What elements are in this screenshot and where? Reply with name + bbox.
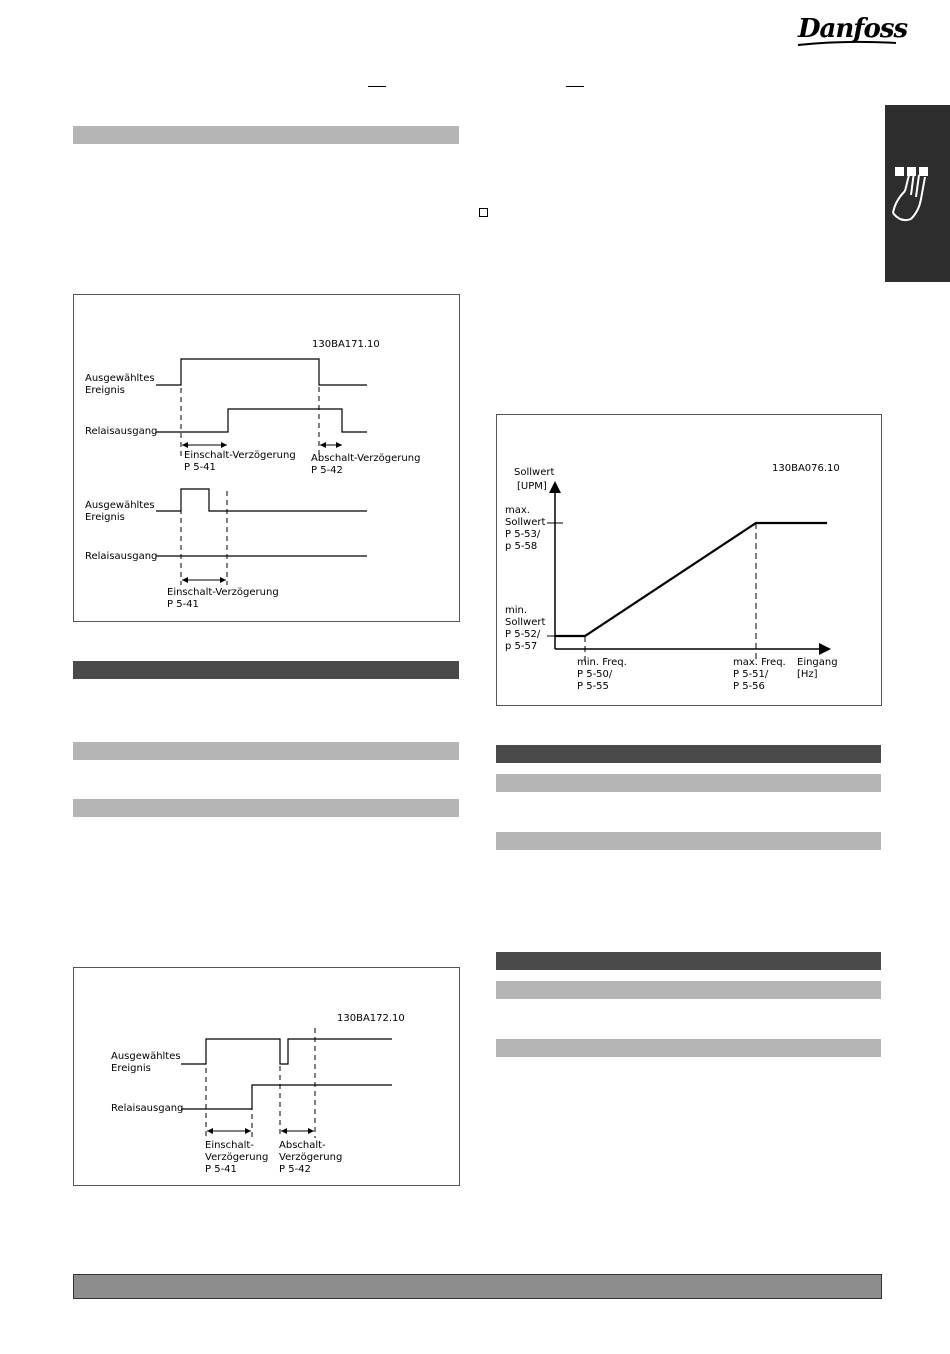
y-axis-arrow — [549, 481, 561, 493]
checkbox-icon[interactable] — [479, 208, 488, 217]
event-label: Ereignis — [111, 1063, 151, 1074]
y-axis-title: Sollwert — [514, 467, 555, 478]
min-freq-label: min. Freq. — [577, 657, 627, 668]
section-bar — [496, 981, 881, 999]
event-signal-trace — [181, 1039, 392, 1064]
relay-signal-trace — [181, 1085, 392, 1109]
relay-label: Relaisausgang — [111, 1103, 184, 1114]
x-axis-title: [Hz] — [797, 669, 818, 680]
min-ref-label: min. — [505, 605, 528, 616]
off-delay-param: P 5-42 — [279, 1164, 311, 1175]
off-delay-label: Verzögerung — [279, 1152, 343, 1163]
relay-label-2: Relaisausgang — [85, 551, 158, 562]
off-delay-param: P 5-42 — [311, 465, 343, 476]
reference-scaling-chart — [496, 414, 882, 706]
diagram-code: 130BA076.10 — [772, 463, 840, 474]
on-delay-label: Einschalt-Verzögerung — [184, 450, 296, 461]
header-dash — [566, 86, 584, 87]
section-bar-dark — [496, 745, 881, 763]
relay-label: Relaisausgang — [85, 426, 158, 437]
max-ref-label: max. — [505, 505, 530, 516]
max-freq-label: max. Freq. — [733, 657, 786, 668]
section-bar — [496, 832, 881, 850]
event-label: Ausgewähltes — [111, 1051, 181, 1062]
chapter-side-tab — [885, 105, 950, 282]
max-freq-label: P 5-51/ — [733, 669, 769, 680]
x-axis-arrow — [819, 643, 831, 655]
min-ref-label: P 5-52/ — [505, 629, 541, 640]
on-delay-label: Einschalt- — [205, 1140, 254, 1151]
on-delay-label-2: Einschalt-Verzögerung — [167, 587, 279, 598]
min-freq-label: P 5-50/ — [577, 669, 613, 680]
section-bar — [496, 1039, 881, 1057]
diagram-code: 130BA171.10 — [312, 339, 380, 350]
header-dash — [368, 86, 386, 87]
section-bar-dark — [496, 952, 881, 970]
min-freq-label: P 5-55 — [577, 681, 609, 692]
on-delay-param: P 5-41 — [184, 462, 216, 473]
event-label: Ausgewähltes — [85, 373, 155, 384]
diagram-code: 130BA172.10 — [337, 1013, 405, 1024]
footer-bar — [73, 1274, 882, 1299]
max-ref-label: Sollwert — [505, 517, 546, 528]
event-label-2: Ereignis — [85, 512, 125, 523]
event-signal-trace — [156, 359, 367, 385]
x-axis-title: Eingang — [797, 657, 838, 668]
max-ref-label: P 5-53/ — [505, 529, 541, 540]
on-delay-label: Verzögerung — [205, 1152, 269, 1163]
max-freq-label: P 5-56 — [733, 681, 765, 692]
off-delay-label: Abschalt- — [279, 1140, 326, 1151]
event-label: Ereignis — [85, 385, 125, 396]
section-bar — [73, 742, 459, 760]
hand-pointer-icon — [885, 105, 950, 282]
min-ref-label: p 5-57 — [505, 641, 538, 652]
section-bar-dark — [73, 661, 459, 679]
series-line — [555, 523, 827, 636]
relay-signal-trace — [156, 409, 367, 432]
on-delay-param: P 5-41 — [205, 1164, 237, 1175]
logo-underline — [796, 40, 900, 48]
event-signal-trace-2 — [156, 489, 367, 511]
y-axis-title: [UPM] — [517, 481, 547, 492]
danfoss-logo: Danfoss — [798, 14, 908, 44]
section-bar — [73, 126, 459, 144]
max-ref-label: p 5-58 — [505, 541, 538, 552]
relay-delay-diagram-1 — [73, 294, 460, 622]
min-ref-label: Sollwert — [505, 617, 546, 628]
section-bar — [73, 799, 459, 817]
on-delay-param-2: P 5-41 — [167, 599, 199, 610]
section-bar — [496, 774, 881, 792]
off-delay-label: Abschalt-Verzögerung — [311, 453, 421, 464]
event-label-2: Ausgewähltes — [85, 500, 155, 511]
relay-delay-diagram-2 — [73, 967, 460, 1186]
